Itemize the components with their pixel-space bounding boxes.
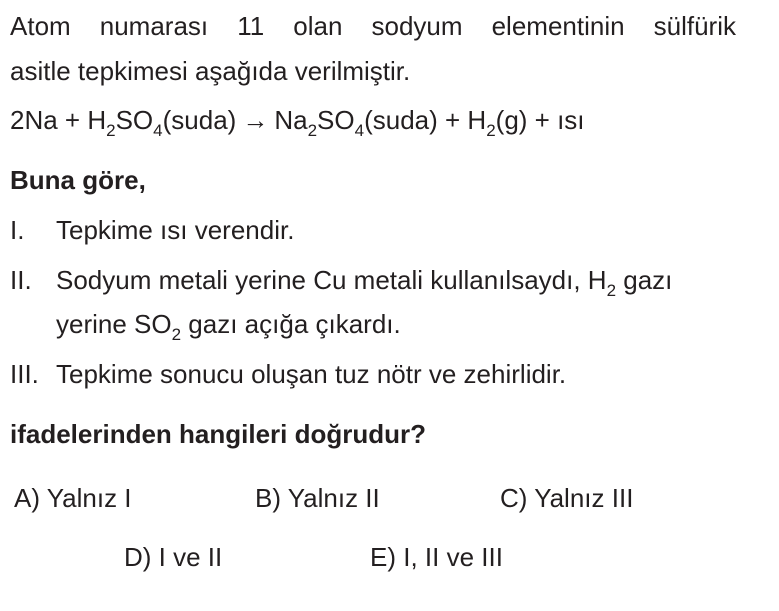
equation-part: (g) + ısı [495,105,585,135]
choice-c[interactable]: C) Yalnız III [500,483,634,513]
subscript: 4 [153,121,163,140]
intro-line-1: Atom numarası 11 olan sodyum elementinin sülfürik [10,11,736,41]
statement-text-part: gazı açığa çıkardı. [181,309,401,339]
reaction-arrow: → [242,105,269,135]
reaction-equation [10,104,585,140]
subscript: 2 [171,325,182,344]
choice-d[interactable]: D) I ve II [124,542,223,572]
equation-part: (suda) [162,105,237,135]
subscript: 2 [606,281,617,300]
choice-b[interactable]: B) Yalnız II [255,483,380,513]
intro-line-2: asitle tepkimesi aşağıda verilmiştir. [10,56,411,86]
statement-text-part: gazı [616,265,673,295]
statement-text-line-1 [56,264,673,300]
choice-e[interactable]: E) I, II ve III [370,542,503,572]
subscript: 2 [486,121,496,140]
question-text: ifadelerinden hangileri doğrudur? [10,419,427,449]
equation-part: Na [274,105,308,135]
statement-numeral: III. [10,359,39,389]
choice-a[interactable]: A) Yalnız I [14,483,132,513]
subscript: 2 [307,121,318,140]
equation-part: SO [115,105,154,135]
equation-part: SO [317,105,355,135]
statement-text-part: Sodyum metali yerine Cu metali kullanılsaydı, H [56,265,607,295]
statement-text: Tepkime sonucu oluşan tuz nötr ve zehirlidir. [56,359,567,389]
equation-part: (suda) + H [364,105,487,135]
equation-part: 2Na + H [10,105,107,135]
statement-numeral: I. [10,215,25,245]
statement-text-line-2 [56,308,401,344]
subscript: 2 [106,121,116,140]
prompt-text: Buna göre, [10,165,146,195]
statement-numeral: II. [10,265,32,295]
subscript: 4 [354,121,365,140]
statement-text: Tepkime ısı verendir. [56,215,295,245]
statement-text-part: yerine SO [56,309,172,339]
